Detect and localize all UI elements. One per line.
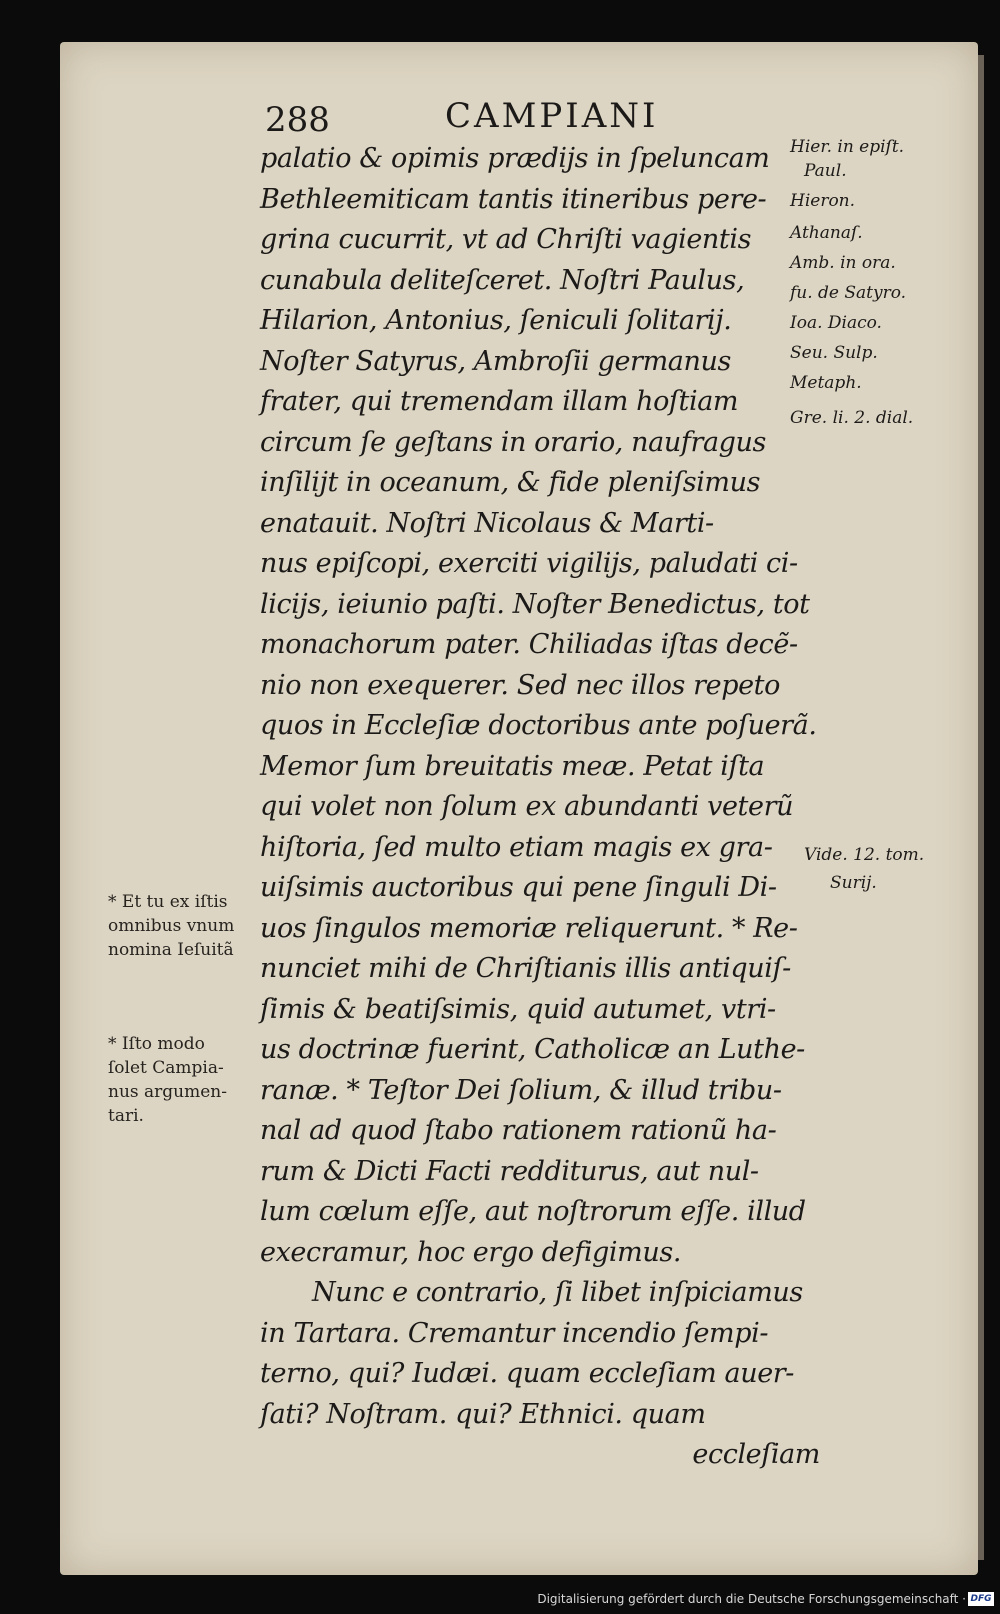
margin-note: * Iſto modo <box>108 1034 205 1054</box>
text-line: quos in Eccleſiæ doctoribus ante poſuerã. <box>260 710 817 741</box>
margin-note: nomina Ieſuitã <box>108 940 234 960</box>
page-number: 288 <box>265 100 330 140</box>
running-head: CAMPIANI <box>445 96 659 136</box>
text-line: palatio & opimis prædijs in ſpeluncam <box>260 143 770 174</box>
margin-note: Gre. li. 2. dial. <box>790 408 914 428</box>
text-line: Hilarion, Antonius, ſeniculi ſolitarij. <box>260 305 732 336</box>
catchword: eccleſiam <box>692 1439 820 1470</box>
text-line: enatauit. Noſtri Nicolaus & Marti- <box>260 507 714 539</box>
margin-note: Athanaſ. <box>790 223 863 243</box>
text-line: in Tartara. Cremantur incendio ſempi- <box>260 1317 769 1349</box>
page-edge <box>978 55 984 1560</box>
margin-note: omnibus vnum <box>108 916 235 936</box>
text-line: Bethleemiticam tantis itineribus pere- <box>260 183 767 215</box>
text-line: ranæ. * Teſtor Dei ſolium, & illud tribu- <box>260 1074 782 1106</box>
text-line: rum & Dicti Facti redditurus, aut nul- <box>260 1155 759 1187</box>
margin-note: Ioa. Diaco. <box>790 313 882 333</box>
text-line: Noſter Satyrus, Ambroſii germanus <box>260 345 731 377</box>
margin-note: fu. de Satyro. <box>790 283 907 303</box>
text-line: lum cœlum eſſe, aut noſtrorum eſſe. illud <box>260 1196 806 1227</box>
page-header <box>265 92 725 140</box>
text-line: circum ſe geſtans in orario, naufragus <box>260 426 766 458</box>
text-line: Nunc e contrario, ſi libet inſpiciamus <box>312 1277 803 1308</box>
text-line: nio non exequerer. Sed nec illos repeto <box>260 669 780 701</box>
margin-note: Surij. <box>830 873 877 893</box>
text-line: ſati? Noſtram. qui? Ethnici. quam <box>260 1398 706 1430</box>
text-line: nal ad quod ſtabo rationem rationũ ha- <box>260 1115 777 1146</box>
margin-note: Amb. in ora. <box>790 253 896 273</box>
text-line: uiſsimis auctoribus qui pene ſinguli Di- <box>260 872 777 903</box>
margin-note: Hieron. <box>790 191 856 211</box>
text-line: Memor ſum breuitatis meæ. Petat iſta <box>260 750 765 782</box>
text-line: grina cucurrit, vt ad Chriſti vagientis <box>260 224 752 255</box>
text-line: inſilijt in oceanum, & fide pleniſsimus <box>260 467 761 498</box>
margin-note: Seu. Sulp. <box>790 343 878 363</box>
text-line: ſimis & beatiſsimis, quid autumet, vtri- <box>260 993 776 1025</box>
text-line: licijs, ieiunio paſti. Noſter Benedictus, tot <box>260 588 810 620</box>
margin-note: nus argumen- <box>108 1082 227 1102</box>
margin-note: Metaph. <box>790 373 862 393</box>
dfg-logo-icon: DFG <box>968 1592 994 1606</box>
text-line: cunabula deliteſceret. Noſtri Paulus, <box>260 264 745 296</box>
footer-credit: Digitalisierung gefördert durch die Deutsche Forschungsgemeinschaft · <box>537 1592 966 1606</box>
text-line: execramur, hoc ergo defigimus. <box>260 1236 682 1268</box>
margin-note: ſolet Campia- <box>108 1058 224 1078</box>
margin-note: Hier. in epiſt. <box>790 137 905 157</box>
text-line: nus epiſcopi, exerciti vigilijs, paludati ci- <box>260 548 798 579</box>
text-line: monachorum pater. Chiliadas iſtas decẽ- <box>260 629 798 660</box>
text-line: nunciet mihi de Chriſtianis illis antiquiſ- <box>260 953 791 984</box>
margin-note: Vide. 12. tom. <box>804 845 925 865</box>
text-line: us doctrinæ fuerint, Catholicæ an Luthe- <box>260 1034 805 1065</box>
digitization-footer <box>0 1588 1000 1614</box>
margin-note: tari. <box>108 1106 144 1126</box>
text-line: hiſtoria, ſed multo etiam magis ex gra- <box>260 831 773 863</box>
margin-note: Paul. <box>804 161 847 181</box>
text-line: uos ſingulos memoriæ reliquerunt. * Re- <box>260 912 798 944</box>
text-line: qui volet non ſolum ex abundanti veterũ <box>260 791 794 822</box>
text-line: frater, qui tremendam illam hoſtiam <box>260 386 739 417</box>
body-text <box>260 139 820 1476</box>
text-line: terno, qui? Iudæi. quam eccleſiam auer- <box>260 1358 795 1389</box>
margin-note: * Et tu ex iſtis <box>108 892 228 912</box>
